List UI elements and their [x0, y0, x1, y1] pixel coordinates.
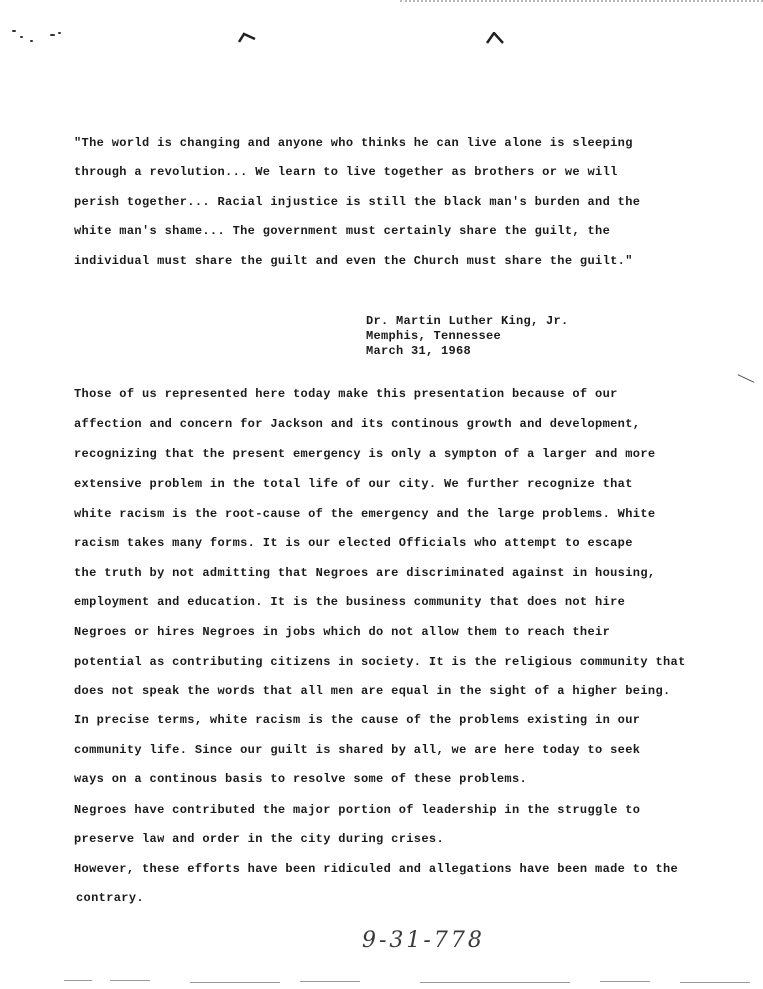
body-line: contrary.	[76, 891, 144, 905]
caret-mark-icon	[238, 32, 256, 44]
body-line: In precise terms, white racism is the cause of the problems existing in our	[74, 713, 641, 727]
handwritten-file-number: 9-31-778	[362, 928, 485, 953]
body-line: However, these efforts have been ridiculed and allegations have been made to the	[74, 862, 679, 876]
scan-border-dots	[400, 0, 763, 5]
body-line: ways on a continous basis to resolve some of these problems.	[74, 772, 528, 786]
scan-artifact-line	[680, 982, 750, 983]
scan-speck	[12, 30, 16, 32]
quote-line: perish together... Racial injustice is still the black man's burden and the	[74, 195, 641, 209]
body-line: community life. Since our guilt is shared by all, we are here today to seek	[74, 743, 641, 757]
scan-artifact-line	[64, 980, 92, 981]
scan-artifact-line	[110, 980, 150, 981]
body-line: Those of us represented here today make this presentation because of our	[74, 387, 618, 401]
scan-artifact-line	[420, 982, 570, 983]
scan-speck	[50, 34, 55, 36]
body-line: Negroes have contributed the major portion of leadership in the struggle to	[74, 803, 641, 817]
margin-mark	[738, 374, 755, 383]
body-line: racism takes many forms. It is our elected Officials who attempt to escape	[74, 536, 633, 550]
attribution-name: Dr. Martin Luther King, Jr.	[366, 314, 569, 328]
scan-speck	[30, 40, 33, 42]
scan-artifact-line	[600, 981, 650, 982]
body-line: the truth by not admitting that Negroes are discriminated against in housing,	[74, 566, 656, 580]
scan-speck	[58, 32, 61, 34]
body-line: preserve law and order in the city during crises.	[74, 832, 445, 846]
body-line: Negroes or hires Negroes in jobs which do not allow them to reach their	[74, 625, 611, 639]
body-line: employment and education. It is the business community that does not hire	[74, 595, 626, 609]
scan-artifact-line	[300, 981, 360, 982]
attribution-place: Memphis, Tennessee	[366, 329, 502, 343]
quote-line: white man's shame... The government must certainly share the guilt, the	[74, 224, 611, 238]
body-line: white racism is the root-cause of the emergency and the large problems. White	[74, 507, 656, 521]
scan-speck	[20, 36, 23, 38]
quote-line: individual must share the guilt and even the Church must share the guilt."	[74, 254, 633, 268]
caret-mark-icon	[486, 32, 504, 44]
quote-line: through a revolution... We learn to live together as brothers or we will	[74, 165, 618, 179]
body-line: recognizing that the present emergency is only a sympton of a larger and more	[74, 447, 656, 461]
body-line: extensive problem in the total life of our city. We further recognize that	[74, 477, 633, 491]
body-line: potential as contributing citizens in society. It is the religious community that	[74, 655, 686, 669]
body-line: affection and concern for Jackson and its continous growth and development,	[74, 417, 641, 431]
attribution-date: March 31, 1968	[366, 344, 472, 358]
scan-artifact-line	[190, 982, 280, 983]
body-line: does not speak the words that all men are equal in the sight of a higher being.	[74, 684, 671, 698]
quote-line: "The world is changing and anyone who thinks he can live alone is sleeping	[74, 136, 633, 150]
